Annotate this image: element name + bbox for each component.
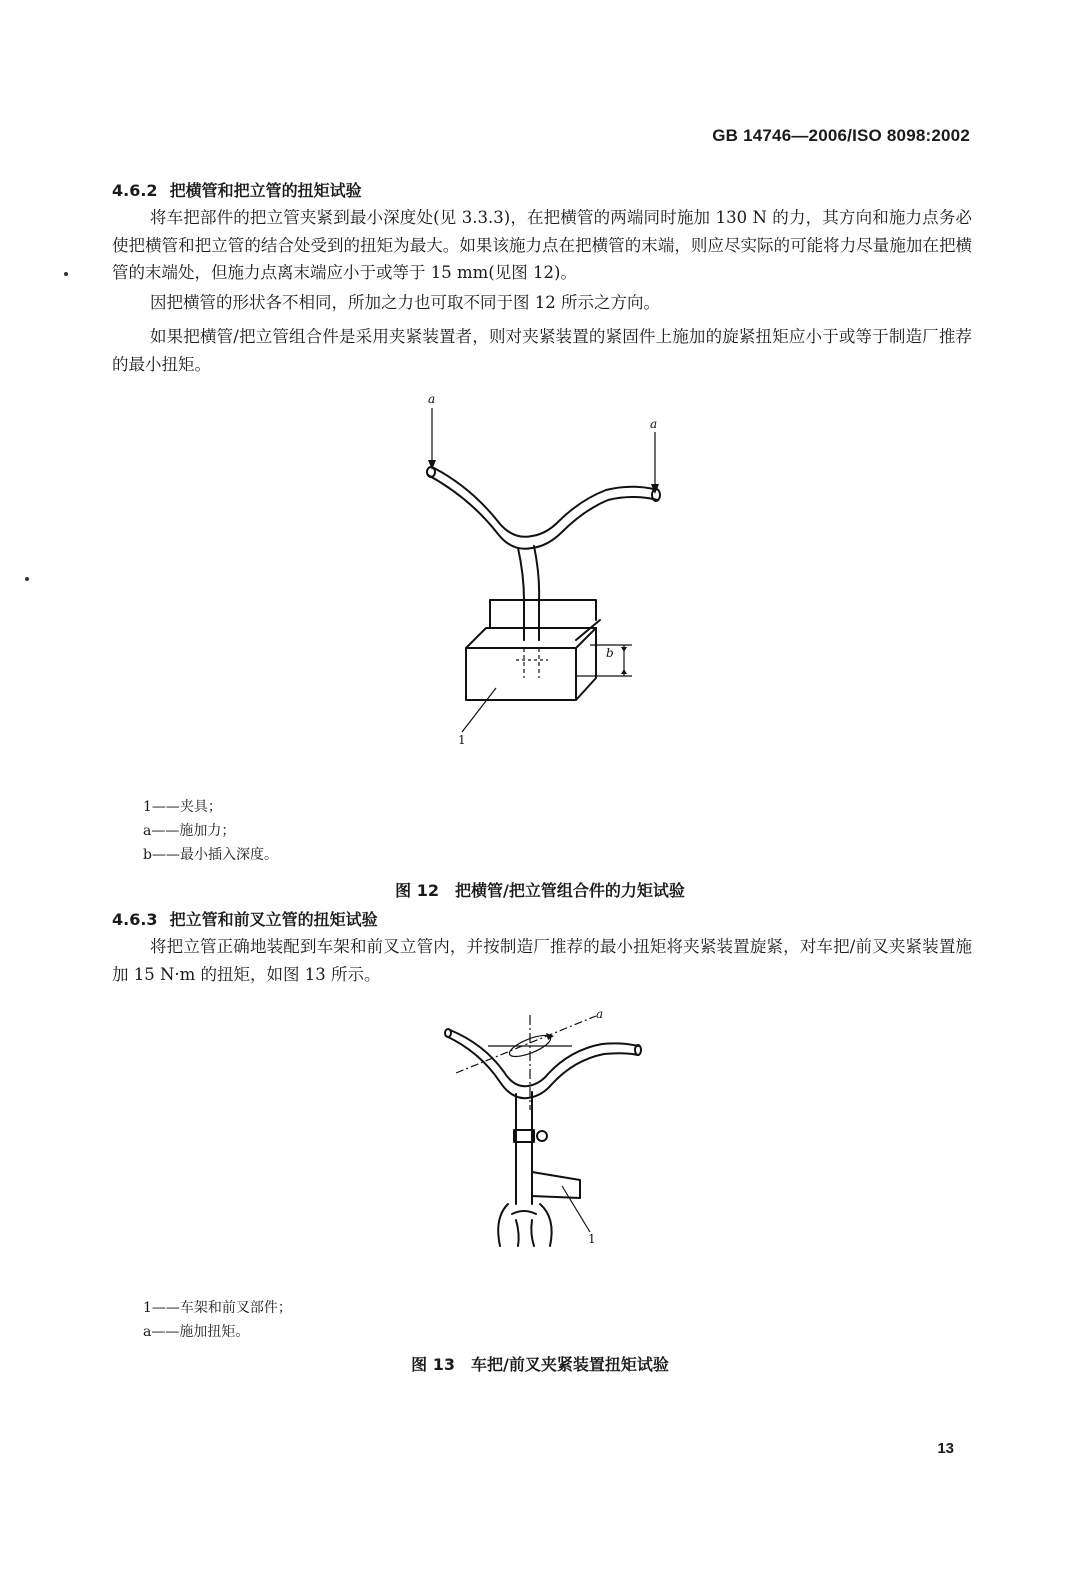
frame-label: 1 [588, 1232, 596, 1246]
caption-number: 图 13 [411, 1355, 455, 1374]
figure-13-legend [143, 1296, 292, 1344]
section-title: 把立管和前叉立管的扭矩试验 [169, 910, 378, 929]
paragraph: 因把横管的形状各不相同，所加之力也可取不同于图 12 所示之方向。 [150, 293, 660, 312]
scan-speck [64, 272, 68, 276]
legend-item: b——最小插入深度。 [143, 847, 278, 863]
standard-number: GB 14746—2006/ISO 8098:2002 [712, 126, 970, 145]
legend-item: 1——夹具； [143, 799, 222, 815]
fixture-label: 1 [458, 733, 466, 747]
depth-label: b [606, 646, 614, 660]
legend-item: a——施加扭矩。 [143, 1324, 250, 1340]
page-number: 13 [937, 1440, 954, 1457]
section-title: 把横管和把立管的扭矩试验 [169, 181, 362, 200]
caption-number: 图 12 [395, 881, 439, 900]
scan-speck [25, 577, 29, 581]
force-label-left: a [428, 392, 436, 406]
section-number: 4.6.3 [112, 910, 158, 929]
paragraph: 将把立管正确地装配到车架和前叉立管内，并按制造厂推荐的最小扭矩将夹紧装置旋紧，对车把/前叉夹紧装置施加 15 N·m 的扭矩，如图 13 所示。 [112, 937, 972, 984]
figure-13-caption [0, 1352, 1080, 1375]
torque-label: a [596, 1007, 604, 1021]
caption-text: 把横管/把立管组合件的力矩试验 [454, 881, 685, 900]
paragraph: 如果把横管/把立管组合件是采用夹紧装置者，则对夹紧装置的紧固件上施加的旋紧扭矩应小于或等于制造厂推荐的最小扭矩。 [112, 327, 972, 374]
legend-item: 1——车架和前叉部件； [143, 1300, 292, 1316]
caption-text: 车把/前叉夹紧装置扭矩试验 [470, 1355, 669, 1374]
paragraph: 将车把部件的把立管夹紧到最小深度处(见 3.3.3)，在把横管的两端同时施加 130 N 的力，其方向和施力点务必使把横管和把立管的结合处受到的扭矩为最大。如果该施力点在把横管的末端，则应尽实际的可能将力尽量施加在把横管的末端处，但施力点离末端应小于或等于 15 mm(见图 12)。 [112, 208, 972, 282]
section-number: 4.6.2 [112, 181, 158, 200]
legend-item: a——施加力； [143, 823, 236, 839]
force-label-right: a [650, 417, 658, 431]
